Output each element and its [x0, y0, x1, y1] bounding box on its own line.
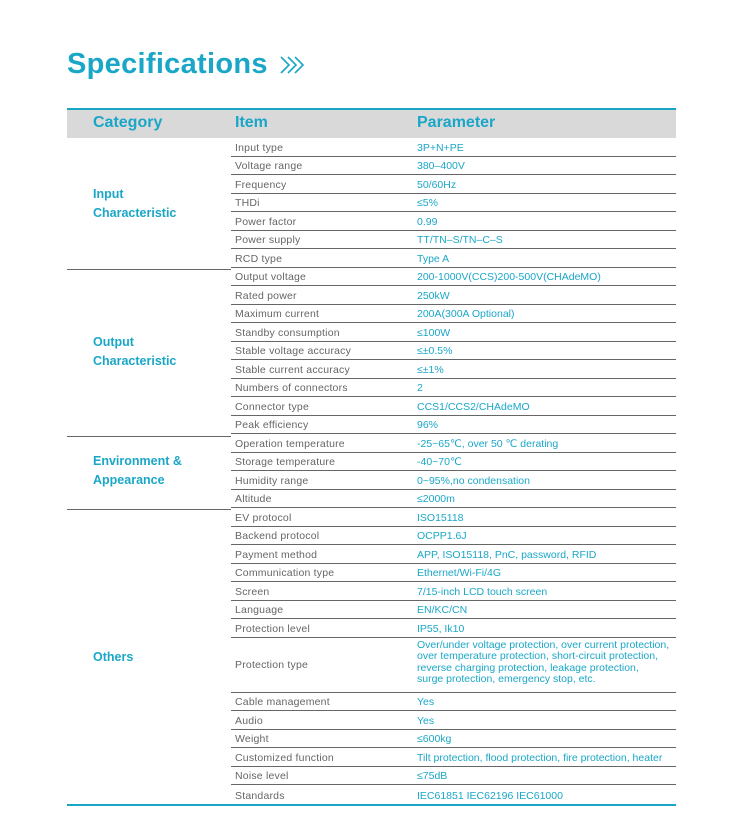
row-parameter: 0.99: [417, 215, 438, 228]
parameter-line: reverse charging protection, leakage protection,: [417, 661, 639, 674]
row-parameter: ≤600kg: [417, 733, 452, 745]
category-input: [93, 185, 176, 223]
row-item: Humidity range: [235, 474, 309, 487]
row-item: Input type: [235, 141, 284, 154]
row-item: Numbers of connectors: [235, 382, 348, 394]
category-label: Characteristic: [93, 354, 177, 368]
table-row: [231, 564, 676, 583]
parameter-line: over temperature protection, short-circuit protection,: [417, 650, 659, 662]
row-item: Voltage range: [235, 160, 303, 172]
table-row: [231, 508, 676, 527]
double-chevron-right-icon: [278, 54, 308, 76]
table-row: [231, 434, 676, 453]
header-item: Item: [235, 114, 268, 131]
table-row: [231, 212, 676, 231]
row-parameter: 3P+N+PE: [417, 141, 464, 154]
table-row: [231, 249, 676, 268]
table-row: [231, 471, 676, 490]
row-item: RCD type: [235, 252, 283, 265]
row-item: Connector type: [235, 400, 310, 413]
table-header: [67, 110, 676, 138]
table-row: [231, 342, 676, 361]
row-item: Operation temperature: [235, 437, 345, 450]
table-bottom-rule: [67, 804, 676, 806]
table-row: [231, 268, 676, 287]
row-parameter: 0~95%,no condensation: [417, 474, 530, 487]
table-row: [231, 194, 676, 213]
row-parameter: ≤±0.5%: [417, 345, 453, 357]
table-row: [231, 323, 676, 342]
row-parameter: ≤75dB: [417, 770, 448, 782]
table-row: [231, 286, 676, 305]
table-row: [231, 305, 676, 324]
table-row: [231, 730, 676, 749]
row-parameter: 200-1000V(CCS)200-500V(CHAdeMO): [417, 271, 601, 283]
category-others: [93, 648, 133, 667]
row-item: THDi: [235, 197, 260, 209]
category-label: Output: [93, 335, 134, 349]
table-row: [231, 157, 676, 176]
category-label: Others: [93, 650, 134, 664]
row-item: Stable voltage accuracy: [235, 345, 352, 357]
row-parameter: Type A: [417, 252, 450, 265]
row-parameter: 96%: [417, 419, 439, 431]
page-title-text: Specifications: [67, 48, 268, 80]
table-row: [231, 379, 676, 398]
row-item: Maximum current: [235, 308, 320, 320]
row-item: Communication type: [235, 567, 335, 579]
category-environment: [93, 452, 182, 490]
row-parameter: Yes: [417, 714, 435, 727]
category-divider: [67, 509, 231, 510]
row-parameter: ≤100W: [417, 326, 451, 339]
row-item: Screen: [235, 585, 270, 598]
parameter-line: Over/under voltage protection, over current protection,: [417, 638, 670, 651]
category-label: Environment &: [93, 454, 182, 468]
row-item: Protection type: [235, 658, 309, 671]
table-row: [231, 416, 676, 435]
row-item: Frequency: [235, 178, 287, 191]
row-parameter: ≤5%: [417, 197, 438, 209]
table-row: [231, 453, 676, 472]
row-parameter: ≤±1%: [417, 363, 444, 376]
row-parameter: 200A(300A Optional): [417, 308, 515, 320]
row-parameter: 2: [417, 382, 423, 394]
table-row: [231, 582, 676, 601]
row-parameter: -40~70℃: [417, 456, 462, 468]
row-parameter: CCS1/CCS2/CHAdeMO: [417, 400, 530, 413]
table-row: [231, 175, 676, 194]
header-category: Category: [93, 114, 163, 131]
row-item: Output voltage: [235, 271, 307, 283]
category-label: Input: [93, 187, 124, 201]
row-parameter: 7/15-inch LCD touch screen: [417, 585, 548, 598]
row-parameter: TT/TN–S/TN–C–S: [417, 234, 503, 246]
row-item: Cable management: [235, 696, 330, 708]
table-row: [231, 397, 676, 416]
row-parameter: Yes: [417, 696, 435, 708]
row-parameter: APP, ISO15118, PnC, password, RFID: [417, 548, 597, 561]
row-parameter: ISO15118: [417, 511, 464, 524]
table-row: [231, 748, 676, 767]
row-item: Weight: [235, 733, 269, 745]
row-item: Altitude: [235, 493, 272, 505]
page-title: [67, 48, 308, 81]
parameter-line: surge protection, emergency stop, etc.: [417, 673, 596, 685]
table-row: [231, 693, 676, 712]
row-parameter: [417, 640, 677, 686]
row-item: Backend protocol: [235, 530, 320, 542]
category-output: [93, 333, 176, 371]
table-row: [231, 138, 676, 157]
row-parameter: OCPP1.6J: [417, 530, 467, 542]
table-row: [231, 545, 676, 564]
row-item: EV protocol: [235, 511, 292, 524]
row-item: Customized function: [235, 751, 334, 764]
table-row: [231, 601, 676, 620]
row-item: Language: [235, 604, 284, 616]
table-row: [231, 527, 676, 546]
table-row: [231, 490, 676, 509]
row-parameter: ≤2000m: [417, 493, 455, 505]
header-parameter: Parameter: [417, 114, 496, 131]
table-row: [231, 360, 676, 379]
row-parameter: 380–400V: [417, 160, 465, 172]
row-item: Storage temperature: [235, 456, 336, 468]
row-parameter: 250kW: [417, 289, 450, 302]
row-item: Power factor: [235, 215, 297, 228]
table-row: [231, 638, 676, 693]
row-parameter: Ethernet/Wi-Fi/4G: [417, 567, 502, 579]
row-parameter: IEC61851 IEC62196 IEC61000: [417, 789, 563, 802]
row-item: Peak efficiency: [235, 419, 309, 431]
row-parameter: 50/60Hz: [417, 178, 457, 191]
table-row: [231, 785, 676, 804]
row-item: Standards: [235, 789, 285, 802]
row-item: Payment method: [235, 548, 318, 561]
row-parameter: IP55, Ik10: [417, 622, 465, 635]
row-item: Stable current accuracy: [235, 363, 350, 376]
row-parameter: EN/KC/CN: [417, 604, 468, 616]
row-item: Audio: [235, 714, 263, 727]
table-row: [231, 619, 676, 638]
table-row: [231, 711, 676, 730]
row-item: Power supply: [235, 234, 301, 246]
row-item: Standby consumption: [235, 326, 340, 339]
row-item: Rated power: [235, 289, 297, 302]
row-parameter: -25~65℃, over 50 ℃ derating: [417, 437, 559, 450]
table-row: [231, 231, 676, 250]
row-item: Noise level: [235, 770, 289, 782]
category-label: Appearance: [93, 473, 165, 487]
row-item: Protection level: [235, 622, 310, 635]
category-divider: [67, 436, 231, 437]
category-label: Characteristic: [93, 206, 177, 220]
table-row: [231, 767, 676, 786]
row-parameter: Tilt protection, flood protection, fire protection, heater: [417, 751, 663, 764]
category-divider: [67, 269, 231, 270]
